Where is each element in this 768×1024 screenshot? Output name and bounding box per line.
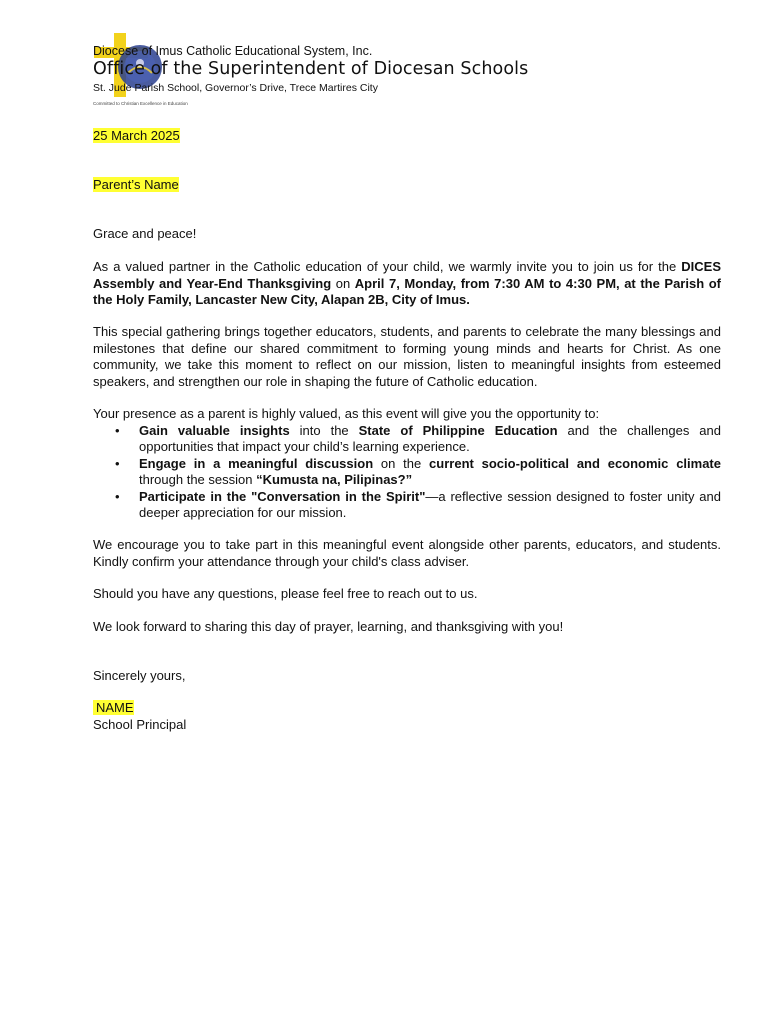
organization-name: Diocese of Imus Catholic Educational System, Inc. xyxy=(93,44,373,58)
p1-event-details: April 7, Monday, from 7:30 AM to 4:30 PM, at the Parish of the Holy Family, Lancaster New City, Alapan 2B, City of Imus. xyxy=(93,275,721,307)
bullet-text: and the challenges and opportunities that impact your child’s learning experience. xyxy=(139,422,721,454)
p1-event-name: DICES Assembly and Year-End Thanksgiving xyxy=(93,259,721,291)
bullet-bold: Participate in the "Conversation in the Spirit" xyxy=(139,488,426,504)
opportunity-section xyxy=(93,406,721,522)
gathering-paragraph: This special gathering brings together educators, students, and parents to celebrate the many blessings and milestones that define our shared commitment to forming young minds and hearts for Christ. As one community, we take this moment to reflect on our mission, listen to meaningful insights from esteemed speakers, and strengthen our role in shaping the future of Catholic education. xyxy=(93,324,721,389)
letter-date xyxy=(93,128,721,145)
list-item xyxy=(93,423,721,456)
signatory-title: School Principal xyxy=(93,717,187,732)
list-item xyxy=(93,456,721,489)
bullet-text: on the xyxy=(373,455,430,471)
bullet-icon: • xyxy=(115,455,120,471)
bullet-bold: State of Philippine Education xyxy=(358,422,558,438)
bullet-text: into the xyxy=(289,422,359,438)
office-title: Office of the Superintendent of Diocesan Schools xyxy=(93,59,529,79)
greeting: Grace and peace! xyxy=(93,226,197,241)
bullet-text: —a reflective session designed to foster unity and deeper appreciation for our mission. xyxy=(139,488,721,520)
signatory xyxy=(93,700,721,717)
logo-motto: Committed to Christian Excellence in Education xyxy=(93,101,188,106)
closing-paragraph: We look forward to sharing this day of prayer, learning, and thanksgiving with you! xyxy=(93,619,564,634)
closing-salutation: Sincerely yours, xyxy=(93,668,186,683)
signatory-name: NAME xyxy=(93,700,134,715)
bullet-icon: • xyxy=(115,422,120,438)
bullet-bold: Engage in a meaningful discussion xyxy=(139,455,374,471)
recipient xyxy=(93,177,721,194)
date-text: 25 March 2025 xyxy=(93,128,180,143)
bullet-bold: “Kumusta na, Pilipinas?” xyxy=(256,472,413,487)
bullet-text: through the session xyxy=(139,472,257,487)
bullet-icon: • xyxy=(115,488,120,504)
opportunity-intro: Your presence as a parent is highly valued, as this event will give you the opportunity to: xyxy=(93,406,600,421)
invitation-paragraph xyxy=(93,259,721,309)
p1-text-a: As a valued partner in the Catholic education of your child, we warmly invite you to join us for the xyxy=(93,259,682,274)
bullet-bold: Gain valuable insights xyxy=(139,422,290,438)
opportunity-list xyxy=(93,423,721,522)
bullet-bold: current socio-political and economic climate xyxy=(429,455,721,471)
school-address: St. Jude Parish School, Governor’s Drive, Trece Martires City xyxy=(93,82,378,94)
recipient-text: Parent’s Name xyxy=(93,177,179,192)
p1-text-c: on xyxy=(331,275,355,291)
encourage-paragraph: We encourage you to take part in this meaningful event alongside other parents, educators, and students. Kindly confirm your attendance through your child's class adviser. xyxy=(93,537,721,569)
questions-paragraph: Should you have any questions, please feel free to reach out to us. xyxy=(93,586,478,601)
list-item xyxy=(93,489,721,522)
